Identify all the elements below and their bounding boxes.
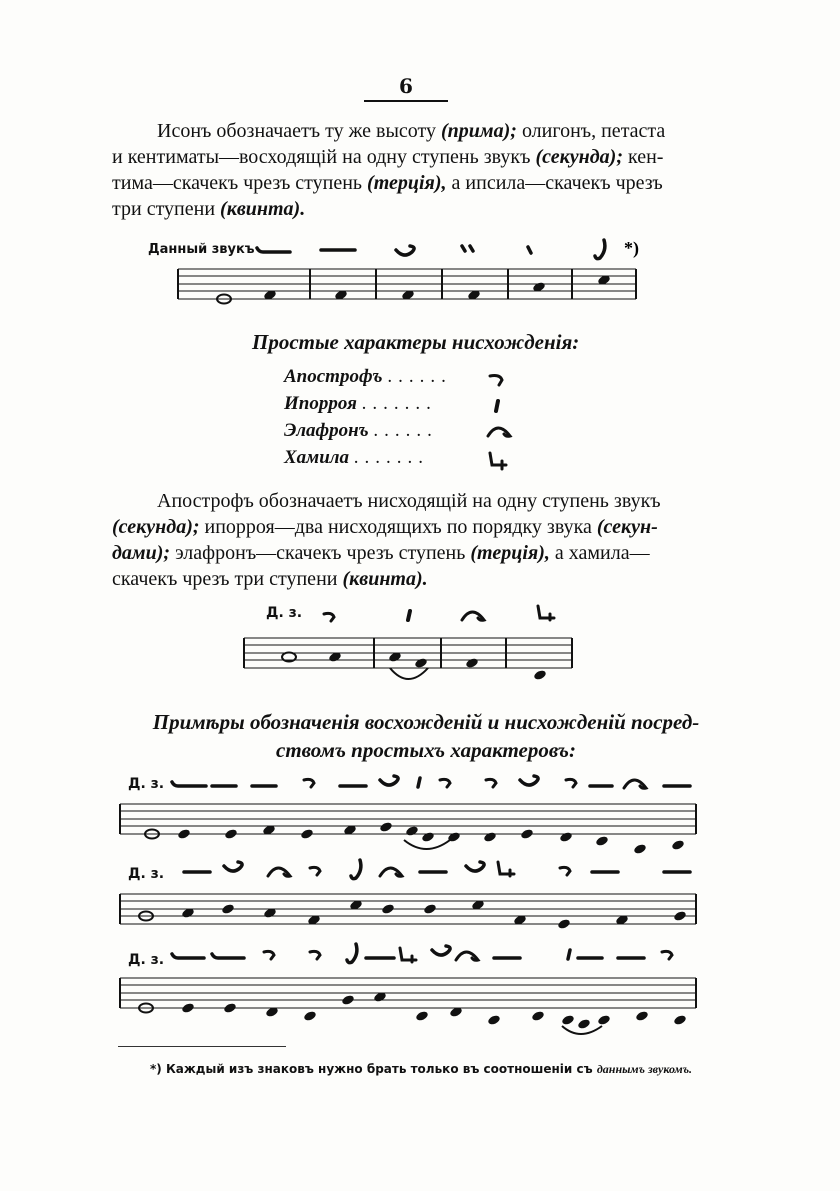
example3-staff bbox=[0, 770, 840, 870]
paragraph-descent-meaning: Апострофъ обозначаетъ нисходящій на одну ступень звукъ (секунда); ипорроя—два нисходящихъ по порядку звука (секун- дами); элафронъ—скачекъ чрезъ ступень (терція), а хамила— скачекъ чрезъ три ступени (квинта). bbox=[112, 490, 661, 590]
example5-staff bbox=[0, 942, 840, 1042]
footnote: *) Каждый изъ знаковъ нужно брать только въ соотношеніи съ даннымъ звукомъ. bbox=[150, 1062, 693, 1076]
descent-list bbox=[284, 366, 534, 474]
kentimata-icon bbox=[462, 246, 473, 251]
example3-label: Д. з. bbox=[128, 776, 165, 792]
petasti-icon bbox=[396, 246, 414, 255]
list-item: Ипорроя ....... bbox=[284, 393, 534, 420]
example5-label: Д. з. bbox=[128, 952, 165, 968]
heading-descent-characters: Простые характеры нисхожденія: bbox=[252, 330, 580, 354]
example2-label: Д. з. bbox=[266, 605, 303, 621]
example4-label: Д. з. bbox=[128, 866, 165, 882]
hamili-icon bbox=[484, 447, 518, 473]
footnote-mark: *) bbox=[624, 238, 639, 258]
example1-label: Данный звукъ bbox=[148, 242, 255, 257]
paragraph-ascent-meaning: Исонъ обозначаетъ ту же высоту (прима); олигонъ, петаста и кентиматы—восходящій на одну ступень звукъ (секунда); кен- тима—скачекъ чрезъ ступень (терція), а ипсила—скачекъ чрезъ три ступени (квинта). bbox=[112, 120, 666, 220]
ison-icon bbox=[257, 248, 290, 252]
example1-staff bbox=[0, 230, 840, 310]
kentima-icon bbox=[528, 247, 531, 253]
elafron-icon bbox=[484, 420, 518, 444]
list-item: Хамила ....... bbox=[284, 447, 534, 474]
list-item: Элафронъ ...... bbox=[284, 420, 534, 447]
apostrophe-icon bbox=[486, 366, 516, 390]
iporroi-icon bbox=[488, 393, 518, 417]
ipsili-icon bbox=[595, 240, 605, 259]
page-number: 6 bbox=[364, 74, 448, 102]
footnote-separator bbox=[118, 1046, 286, 1047]
list-item: Апострофъ ...... bbox=[284, 366, 534, 393]
example2-staff bbox=[0, 596, 840, 706]
heading-examples: Примѣры обозначенія восхожденій и нисхожденій посред- ствомъ простыхъ характеровъ: bbox=[152, 710, 700, 762]
example4-staff bbox=[0, 856, 840, 946]
